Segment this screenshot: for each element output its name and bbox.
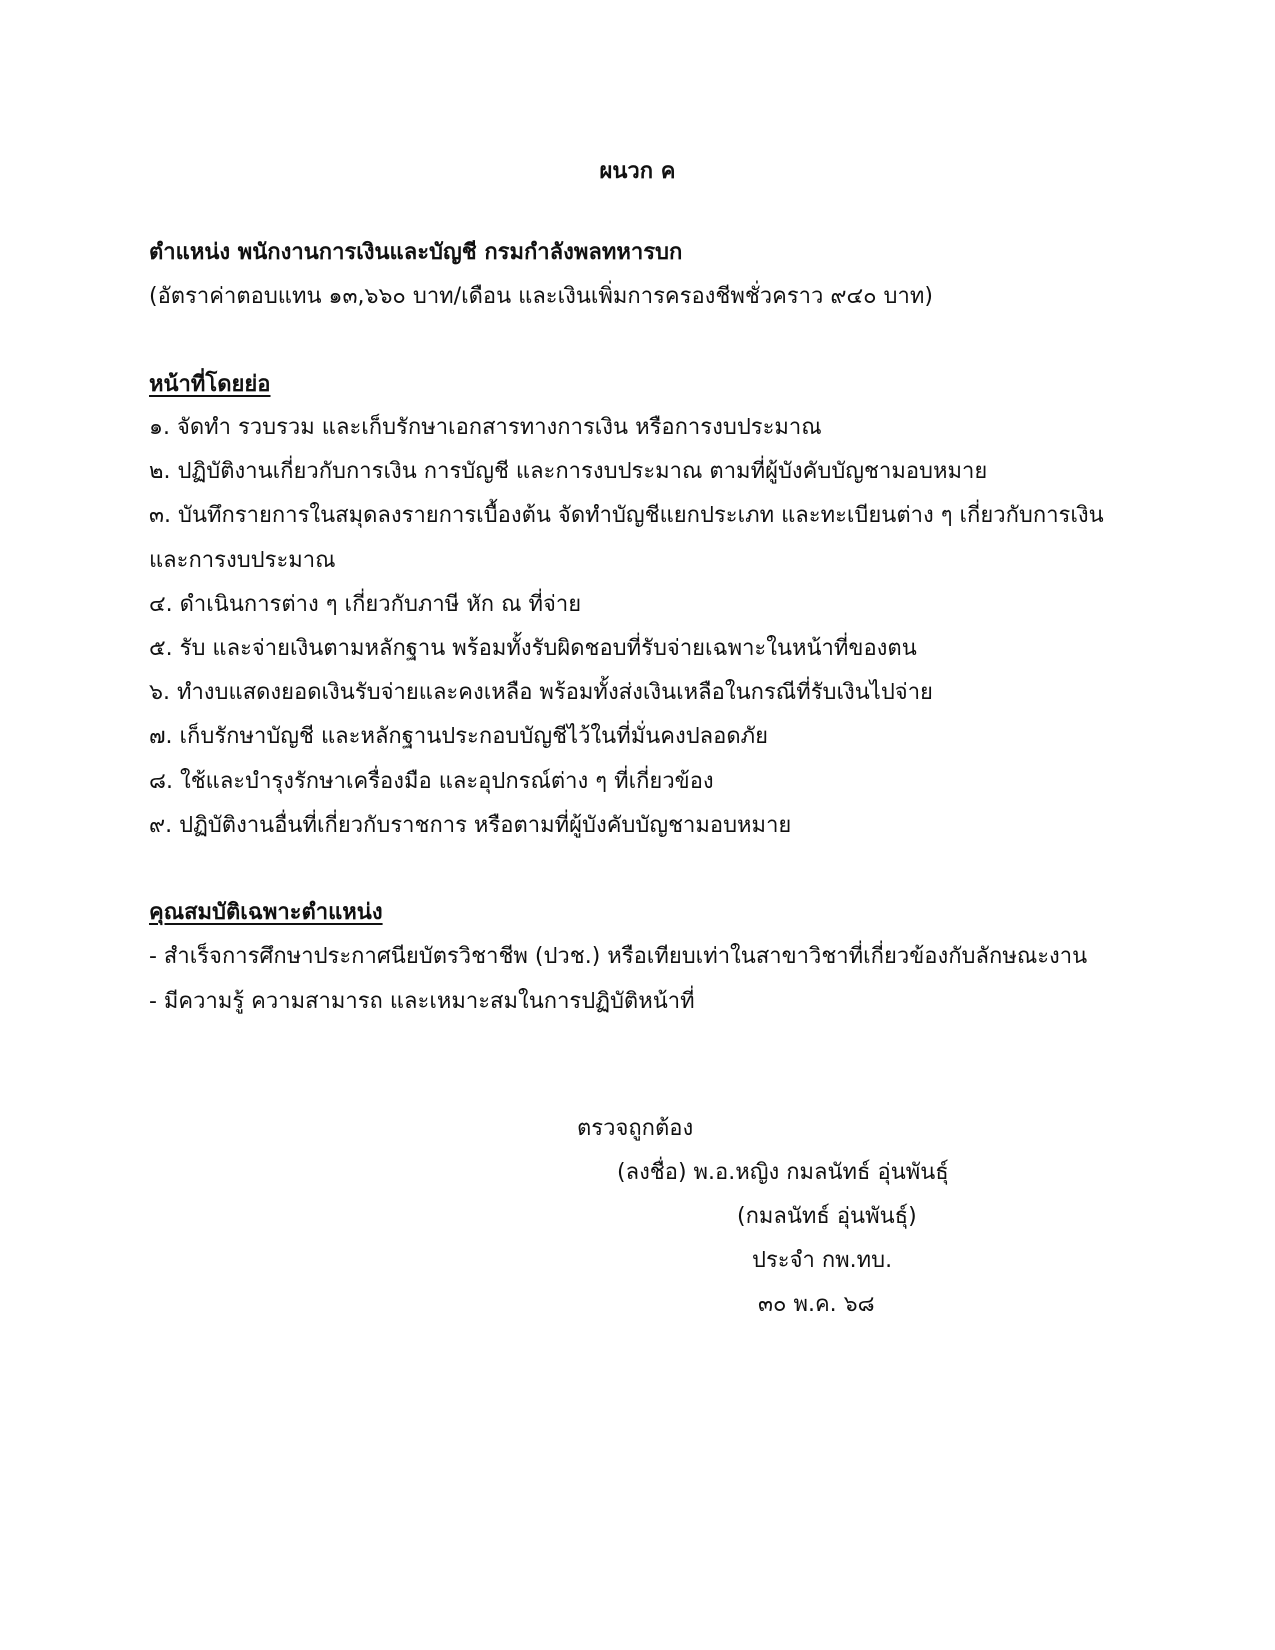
qualification-item: - มีความรู้ ความสามารถ และเหมาะสมในการปฏิบัติหน้าที่ (149, 989, 695, 1014)
signer-name: (กมลนัทธ์ อุ่นพันธุ์) (737, 1204, 917, 1229)
duty-item: ๗. เก็บรักษาบัญชี และหลักฐานประกอบบัญชีไว้ในที่มั่นคงปลอดภัย (149, 724, 769, 749)
duty-item: ๒. ปฏิบัติงานเกี่ยวกับการเงิน การบัญชี และการงบประมาณ ตามที่ผู้บังคับบัญชามอบหมาย (149, 459, 988, 484)
qualifications-heading: คุณสมบัติเฉพาะตำแหน่ง (149, 900, 383, 925)
duty-item: ๑. จัดทำ รวบรวม และเก็บรักษาเอกสารทางการเงิน หรือการงบประมาณ (149, 415, 822, 440)
duty-item: ๘. ใช้และบำรุงรักษาเครื่องมือ และอุปกรณ์ต่าง ๆ ที่เกี่ยวข้อง (149, 769, 714, 794)
qualification-item: - สำเร็จการศึกษาประกาศนียบัตรวิชาชีพ (ปวช.) หรือเทียบเท่าในสาขาวิชาที่เกี่ยวข้องกับลักษณะงาน (149, 944, 1088, 969)
appendix-title: ผนวก ค (599, 159, 676, 184)
duty-item-continuation: และการงบประมาณ (149, 548, 336, 573)
compensation-text: (อัตราค่าตอบแทน ๑๓,๖๖๐ บาท/เดือน และเงินเพิ่มการครองชีพชั่วคราว ๙๔๐ บาท) (149, 284, 933, 309)
position-title: ตำแหน่ง พนักงานการเงินและบัญชี กรมกำลังพลทหารบก (149, 240, 683, 265)
signer-office: ประจำ กพ.ทบ. (752, 1248, 893, 1273)
duty-item: ๔. ดำเนินการต่าง ๆ เกี่ยวกับภาษี หัก ณ ที่จ่าย (149, 592, 582, 617)
duty-item: ๕. รับ และจ่ายเงินตามหลักฐาน พร้อมทั้งรับผิดชอบที่รับจ่ายเฉพาะในหน้าที่ของตน (149, 636, 917, 661)
duty-item: ๓. บันทึกรายการในสมุดลงรายการเบื้องต้น จัดทำบัญชีแยกประเภท และทะเบียนต่าง ๆ เกี่ยวกับการเงิน (149, 503, 1104, 528)
certification-date: ๓๐ พ.ค. ๖๘ (758, 1292, 875, 1317)
signature-line: (ลงชื่อ) พ.อ.หญิง กมลนัทธ์ อุ่นพันธุ์ (617, 1160, 949, 1185)
verified-label: ตรวจถูกต้อง (577, 1116, 694, 1141)
duty-item: ๖. ทำงบแสดงยอดเงินรับจ่ายและคงเหลือ พร้อมทั้งส่งเงินเหลือในกรณีที่รับเงินไปจ่าย (149, 680, 933, 705)
duties-heading: หน้าที่โดยย่อ (149, 372, 271, 397)
duty-item: ๙. ปฏิบัติงานอื่นที่เกี่ยวกับราชการ หรือตามที่ผู้บังคับบัญชามอบหมาย (149, 813, 792, 838)
